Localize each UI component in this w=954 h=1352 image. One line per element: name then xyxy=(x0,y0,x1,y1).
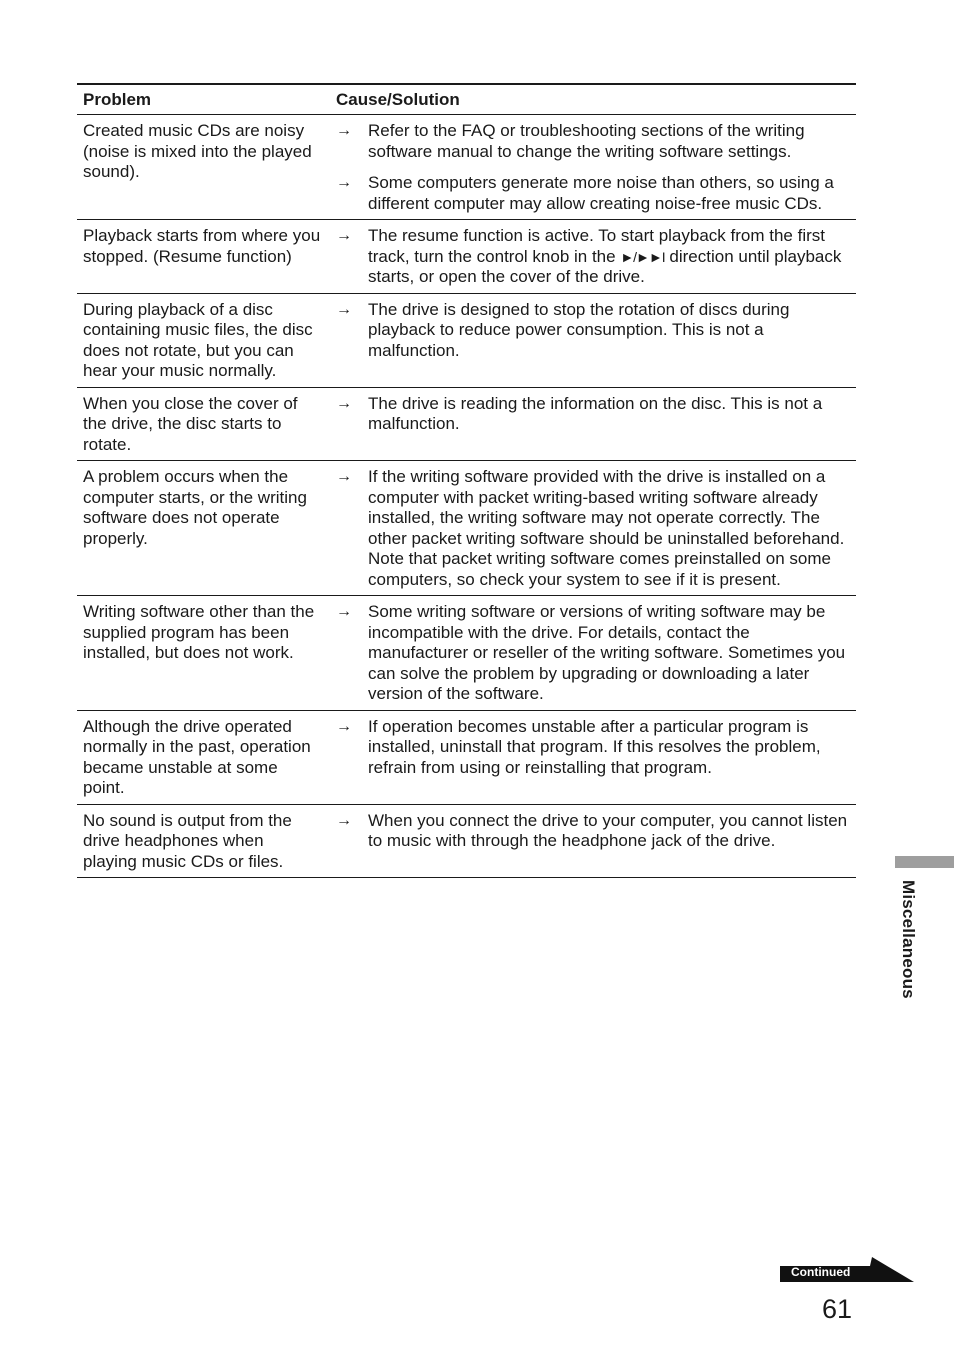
table-row xyxy=(77,461,856,596)
solution-item xyxy=(334,173,850,214)
table-row xyxy=(77,115,856,220)
solution-cell xyxy=(328,293,856,387)
header-cause-solution: Cause/Solution xyxy=(336,90,460,109)
play-next-icon: ►/►►I xyxy=(620,248,665,265)
solution-text: The drive is designed to stop the rotation of discs during playback to reduce power consumption. This is not a malfunction. xyxy=(368,299,790,360)
right-arrow-icon: → xyxy=(336,811,352,829)
header-problem: Problem xyxy=(83,90,152,109)
section-tab-label: Miscellaneous xyxy=(899,880,918,999)
problem-cell: Playback starts from where you stopped. (Resume function) xyxy=(83,226,321,266)
right-arrow-icon: → xyxy=(336,603,352,620)
right-arrow-icon: → xyxy=(336,300,352,318)
troubleshooting-table xyxy=(77,83,856,878)
table-row xyxy=(77,220,856,294)
solution-text-part: The resume function is active. To start playback from the first track, turn the control knob in the xyxy=(368,226,825,266)
solution-item xyxy=(334,300,850,362)
table-row xyxy=(77,293,856,387)
right-arrow-icon: → xyxy=(336,394,352,412)
solution-text: Some writing software or versions of writing software may be incompatible with the drive. For details, contact the manufacturer or reseller of the writing software. Sometimes you can solve the problem by upgrading or downloading a later version of the software. xyxy=(368,602,846,703)
solution-cell xyxy=(328,115,856,220)
solution-item xyxy=(334,717,850,779)
solution-item xyxy=(334,602,850,705)
solution-cell xyxy=(328,461,856,596)
solution-item xyxy=(334,394,850,435)
solution-text: The drive is reading the information on the disc. This is not a malfunction. xyxy=(368,393,823,433)
continued-label: Continued xyxy=(791,1265,851,1279)
solution-cell xyxy=(328,387,856,461)
right-arrow-icon: → xyxy=(336,227,352,244)
problem-cell: Although the drive operated normally in the past, operation became unstable at some point. xyxy=(83,716,311,797)
right-arrow-icon: → xyxy=(336,717,352,735)
table-header-row xyxy=(77,84,856,115)
page-number: 61 xyxy=(822,1294,853,1324)
right-arrow-icon: → xyxy=(336,468,352,485)
solution-text: Refer to the FAQ or troubleshooting sections of the writing software manual to change the writing software settings. xyxy=(368,121,805,161)
solution-text: If the writing software provided with the drive is installed on a computer with packet writing-based writing software already installed, the writing software may not operate correctly. The other packet writing software should be uninstalled beforehand. Note that packet writing software comes preinstalled on some computers, so check your system to see if it is present. xyxy=(368,467,845,589)
solution-text: Some computers generate more noise than others, so using a different computer may allow creating noise-free music CDs. xyxy=(368,173,834,213)
solution-text: When you connect the drive to your computer, you cannot listen to music with through the headphone jack of the drive. xyxy=(368,810,848,850)
table-body xyxy=(77,115,856,878)
problem-cell: A problem occurs when the computer starts, or the writing software does not operate properly. xyxy=(83,467,307,548)
continued-marker xyxy=(780,1257,914,1282)
problem-cell: No sound is output from the drive headphones when playing music CDs or files. xyxy=(83,810,292,871)
right-arrow-icon: → xyxy=(336,174,352,191)
solution-cell xyxy=(328,220,856,294)
right-arrow-icon: → xyxy=(336,122,352,139)
solution-item xyxy=(334,121,850,162)
table-row xyxy=(77,804,856,878)
solution-text: If operation becomes unstable after a particular program is installed, uninstall that program. If this resolves the problem, refrain from using or reinstalling that program. xyxy=(368,716,821,777)
solution-item xyxy=(334,467,850,590)
solution-cell xyxy=(328,596,856,711)
table-row xyxy=(77,596,856,711)
solution-item xyxy=(334,226,850,288)
section-tab-bar xyxy=(895,856,954,868)
solution-text xyxy=(368,226,850,288)
problem-cell: When you close the cover of the drive, the disc starts to rotate. xyxy=(83,393,298,454)
solution-text-part: direction until playback starts, or open the cover of the drive. xyxy=(368,246,842,286)
solution-cell xyxy=(328,710,856,804)
solution-cell xyxy=(328,804,856,878)
troubleshooting-table-container xyxy=(77,83,856,878)
table-row xyxy=(77,387,856,461)
problem-cell: Created music CDs are noisy (noise is mixed into the played sound). xyxy=(83,121,312,181)
problem-cell: During playback of a disc containing music files, the disc does not rotate, but you can hear your music normally. xyxy=(83,299,313,380)
table-row xyxy=(77,710,856,804)
problem-cell: Writing software other than the supplied program has been installed, but does not work. xyxy=(83,602,315,662)
solution-item xyxy=(334,811,850,852)
